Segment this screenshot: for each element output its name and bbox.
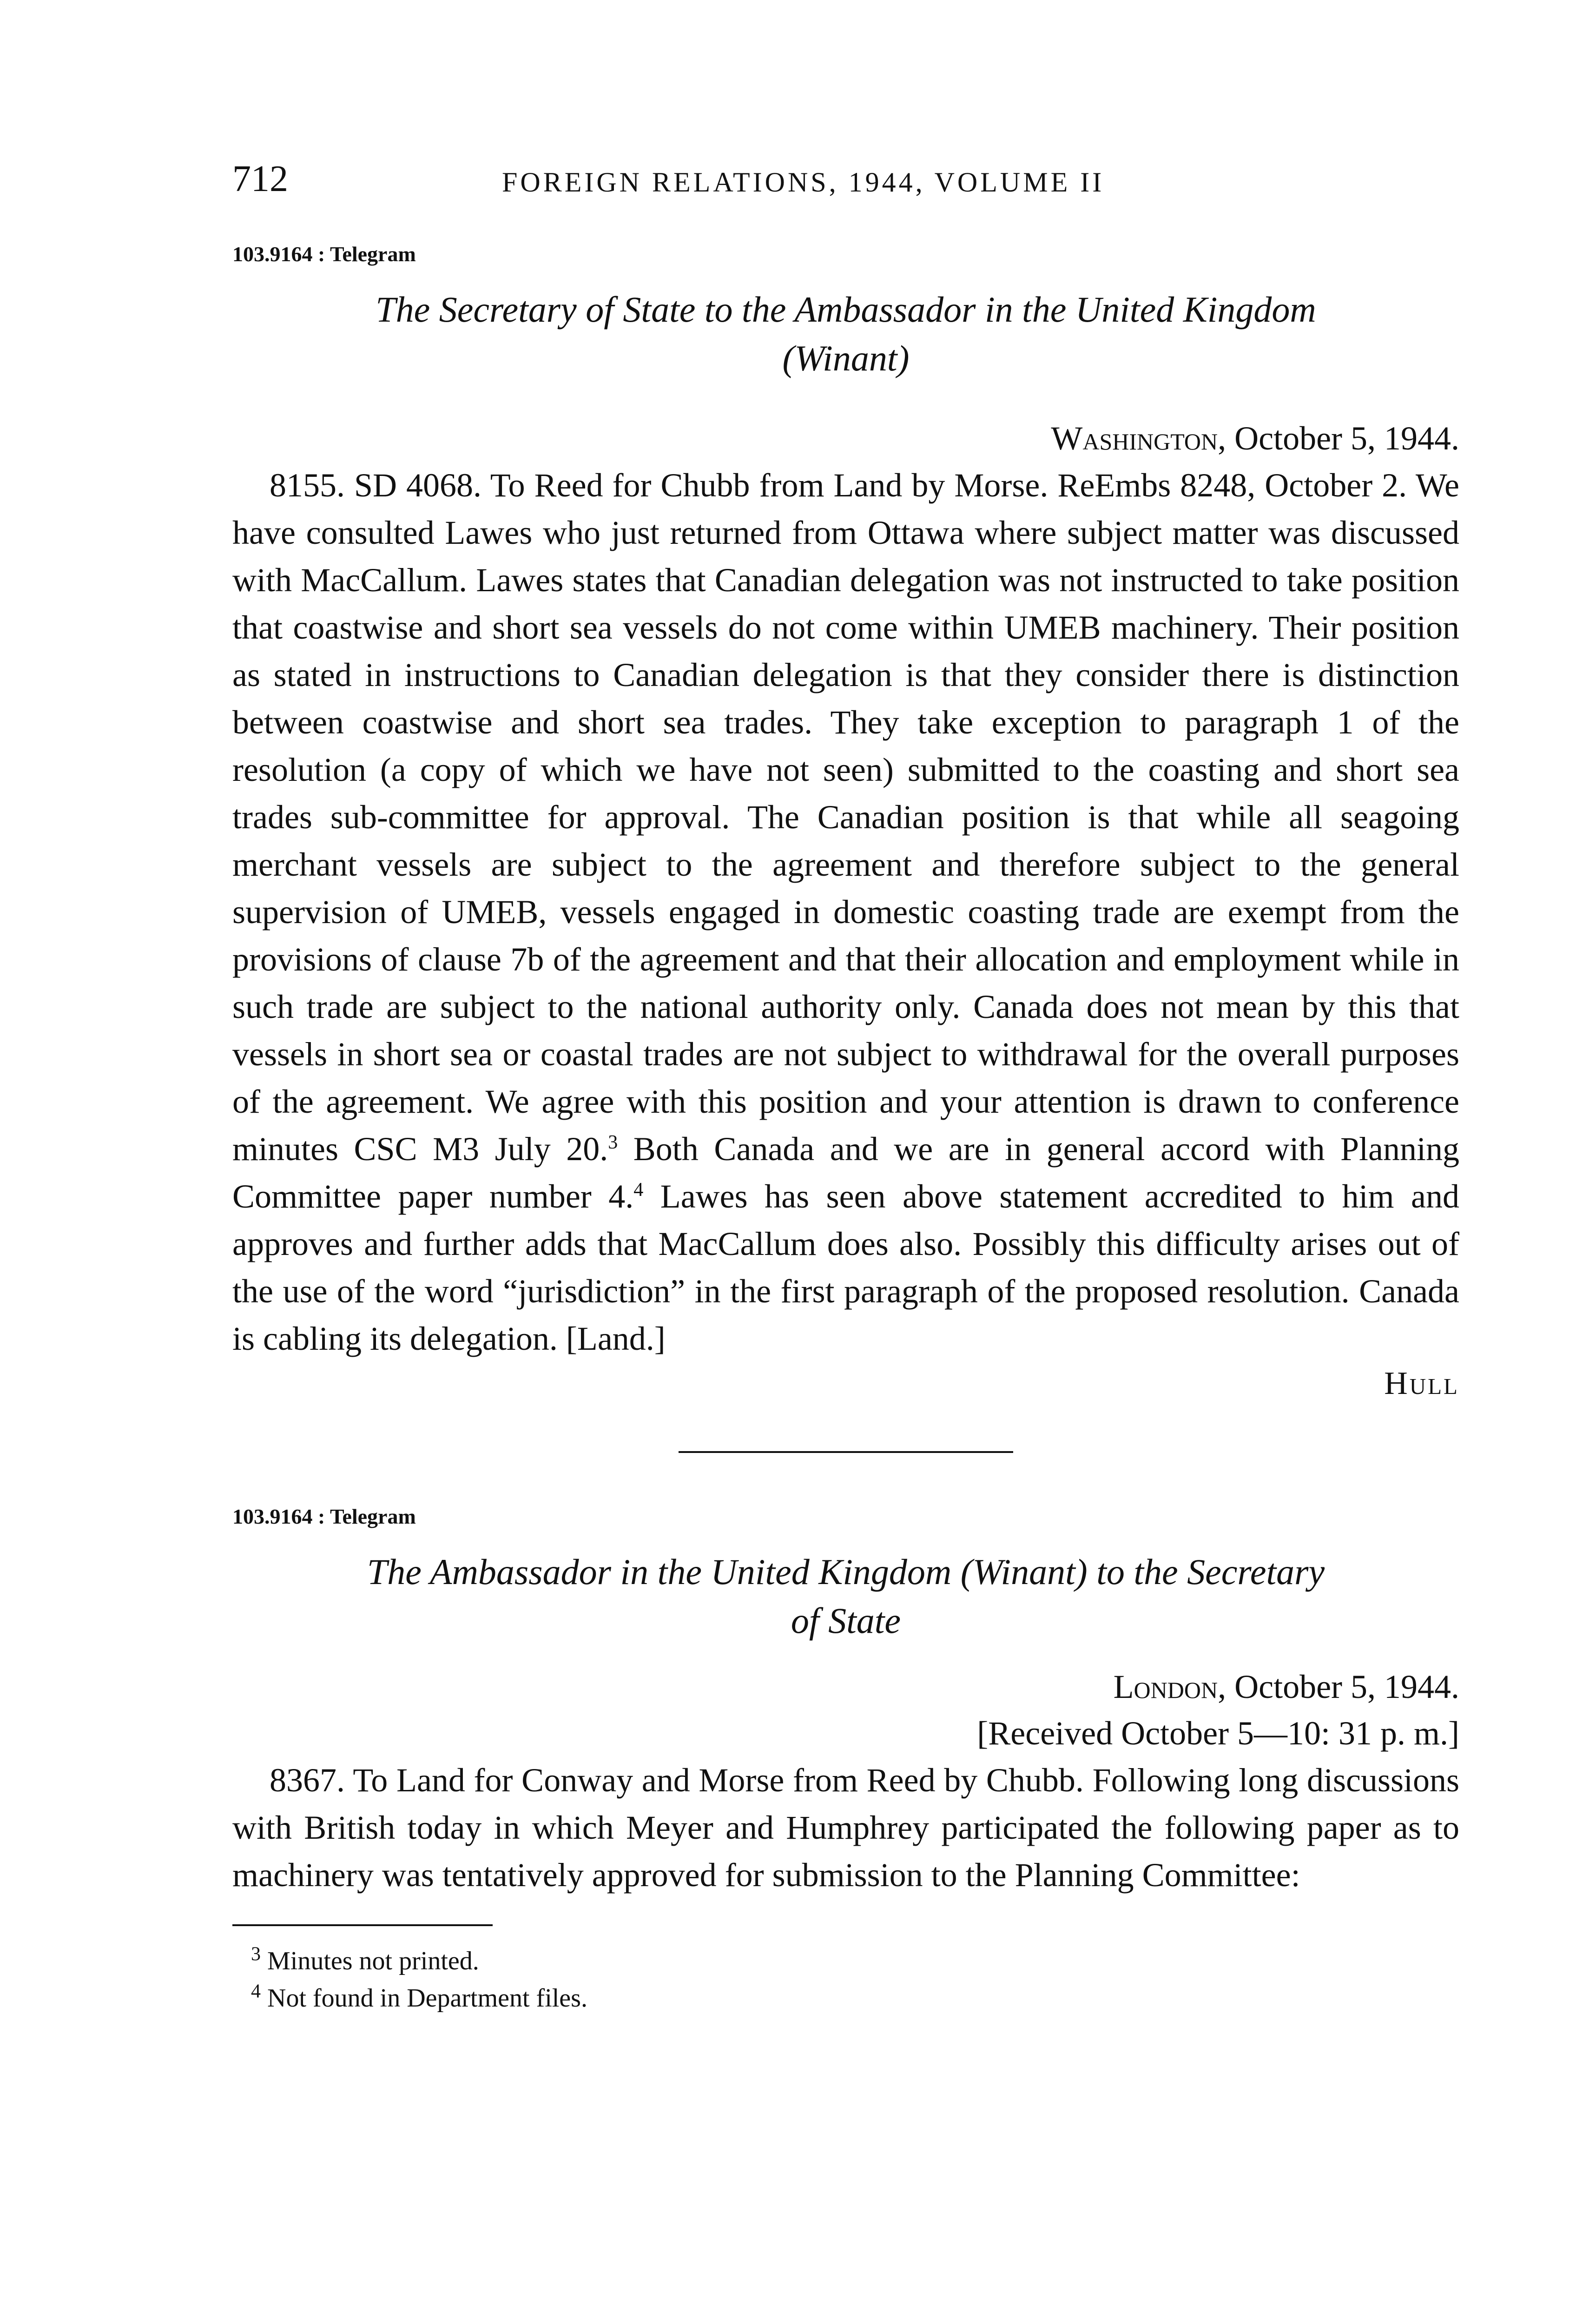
footnote-text: Minutes not printed. xyxy=(261,1947,479,1975)
document-page xyxy=(232,158,1459,2017)
page-number: 712 xyxy=(232,158,288,199)
dateline-date: , October 5, 1944. xyxy=(1218,420,1459,457)
footnote-mark: 3 xyxy=(251,1943,261,1965)
title-line-2: of State xyxy=(791,1600,901,1641)
telegram-body: 8367. To Land for Conway and Morse from Reed by Chubb. Following long discussions with British today in which Meyer and Humphrey participated the following paper as to machinery was tentatively approved for submission to the Planning Committee: xyxy=(232,1762,1459,1894)
file-reference: 103.9164 : Telegram xyxy=(232,242,416,266)
body-part-2: Both Canada and we are in general accord with Planning Committee paper number 4. xyxy=(232,1130,1459,1215)
signature: Hull xyxy=(1384,1366,1459,1401)
telegram-2 xyxy=(232,1504,1459,1899)
footnote-mark: 4 xyxy=(251,1981,261,2002)
title-line-1: The Secretary of State to the Ambassador in the United Kingdom xyxy=(376,289,1316,330)
footnotes xyxy=(232,1942,1459,2017)
file-reference: 103.9164 : Telegram xyxy=(232,1505,416,1528)
dateline-date: , October 5, 1944. xyxy=(1218,1668,1459,1705)
footnote-text: Not found in Department files. xyxy=(261,1984,587,2013)
dateline xyxy=(232,1664,1459,1710)
footnote-rule xyxy=(232,1924,493,1926)
telegram-1 xyxy=(232,242,1459,1402)
document-title xyxy=(232,285,1459,383)
title-line-1: The Ambassador in the United Kingdom (Winant) to the Secretary xyxy=(367,1552,1325,1592)
section-divider xyxy=(679,1451,1013,1453)
title-line-2: (Winant) xyxy=(782,338,910,378)
telegram-body xyxy=(232,462,1459,1362)
running-title: FOREIGN RELATIONS, 1944, VOLUME II xyxy=(502,167,1105,198)
document-title xyxy=(232,1547,1459,1645)
dateline xyxy=(232,415,1459,462)
footnote xyxy=(251,1980,1459,2017)
received-line: [Received October 5—10: 31 p. m.] xyxy=(977,1715,1459,1752)
dateline-place: Washington xyxy=(1051,420,1218,457)
footnote xyxy=(251,1942,1459,1980)
running-header xyxy=(232,158,1459,228)
body-part-3: Lawes has seen above statement accredited to him and approves and further adds that MacCallum does also. Possibly this difficulty arises out of the use of the word “jurisdiction” in the first paragraph of the proposed resolution. Canada is cabling its delegation. [Land.] xyxy=(232,1178,1459,1357)
dateline-place: London xyxy=(1113,1668,1218,1705)
footnote-marker: 4 xyxy=(633,1179,644,1201)
body-part-1: 8155. SD 4068. To Reed for Chubb from Land by Morse. ReEmbs 8248, October 2. We have consulted Lawes who just returned from Ottawa where subject matter was discussed with MacCallum. Lawes states that Canadian delegation was not instructed to take position that coastwise and short sea vessels do not come within UMEB machinery. Their position as stated in instructions to Canadian delegation is that they consider there is distinction between coastwise and short sea trades. They take exception to paragraph 1 of the resolution (a copy of which we have not seen) submitted to the coasting and short sea trades sub-committee for approval. The Canadian position is that while all seagoing merchant vessels are subject to the agreement and therefore subject to the general supervision of UMEB, vessels engaged in domestic coasting trade are exempt from the provisions of clause 7b of the agreement and that their allocation and employment while in such trade are subject to the national authority only. Canada does not mean by this that vessels in short sea or coastal trades are not subject to withdrawal for the overall purposes of the agreement. We agree with this position and your attention is drawn to conference minutes CSC M3 July 20. xyxy=(232,467,1459,1168)
footnote-marker: 3 xyxy=(608,1132,618,1153)
